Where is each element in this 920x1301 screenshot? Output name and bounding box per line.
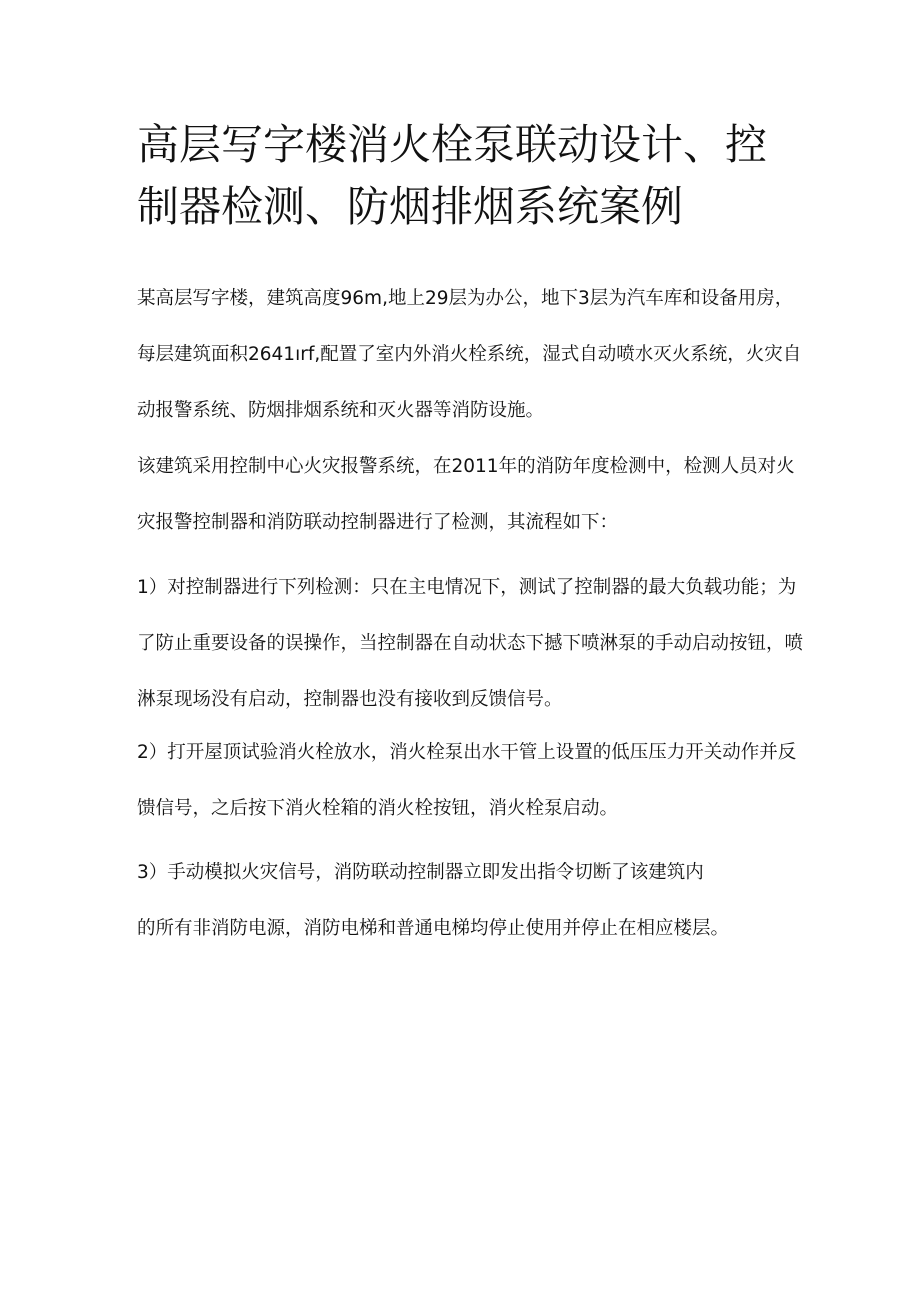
paragraph-step-1: 1）对控制器进行下列检测：只在主电情况下，测试了控制器的最大负载功能；为了防止重要设备的误操作，当控制器在自动状态下撼下喷淋泵的手动启动按钮，喷淋泵现场没有启动，控制器也没有接收到反馈信号。	[137, 577, 804, 710]
paragraph-step-3-line-1: 3）手动模拟火灾信号，消防联动控制器立即发出指令切断了该建筑内	[137, 862, 704, 883]
paragraph-step-3-line-2: 的所有非消防电源，消防电梯和普通电梯均停止使用并停止在相应楼层。	[137, 918, 730, 939]
paragraph-step-2: 2）打开屋顶试验消火栓放水，消火栓泵出水干管上设置的低压压力开关动作并反馈信号，之后按下消火栓箱的消火栓按钮，消火栓泵启动。	[137, 742, 797, 819]
paragraph-building-overview: 某高层写字楼，建筑高度96m,地上29层为办公，地下3层为汽车库和设备用房，每层建筑面积2641ırf,配置了室内外消火栓系统，湿式自动喷水灭火系统，火灾自动报警系统、防烟排烟系统和灭火器等消防设施。	[137, 288, 802, 421]
paragraph-step-3	[137, 845, 807, 957]
document-title: 高层写字楼消火栓泵联动设计、控制器检测、防烟排烟系统案例	[137, 120, 768, 231]
paragraph-inspection-intro: 该建筑采用控制中心火灾报警系统，在2011年的消防年度检测中，检测人员对火灾报警控制器和消防联动控制器进行了检测，其流程如下：	[137, 456, 795, 533]
